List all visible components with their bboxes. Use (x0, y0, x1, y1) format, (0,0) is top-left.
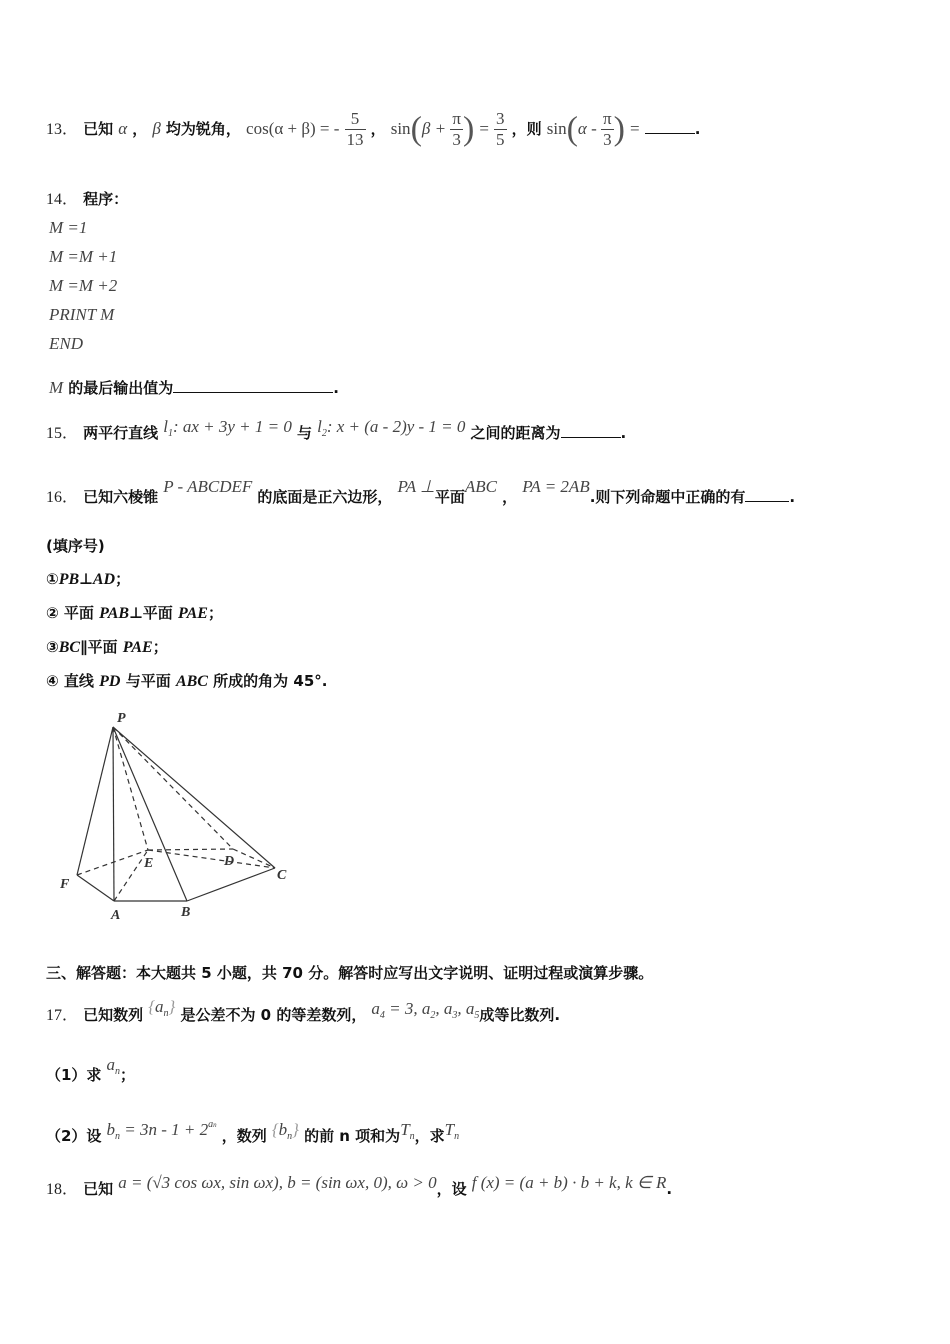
punctuation: ； (120, 1066, 136, 1084)
numerator: π (452, 109, 461, 128)
subscript: n (163, 1008, 169, 1019)
brace-left: { (148, 997, 156, 1016)
math-beta: β (152, 119, 161, 138)
paren-left: ( (410, 110, 422, 148)
vertex-label-E: E (144, 856, 154, 871)
option-item (46, 602, 223, 623)
question-14-prompt (49, 377, 339, 398)
math-function: f (x) = (a + b) · b + k, k ∈ R (471, 1173, 667, 1192)
edge-DC (233, 849, 275, 868)
question-text: 的底面是正六边形， (257, 488, 393, 506)
option-text: ； (152, 638, 168, 656)
question-text: 已知 (83, 120, 114, 138)
vertex-label-C: C (277, 868, 287, 883)
subscript: 2 (321, 428, 327, 439)
part-label: （1）求 (46, 1066, 102, 1084)
punctuation: ， (370, 120, 386, 138)
vertex-label-B: B (181, 905, 191, 920)
math-line-l2 (317, 417, 466, 439)
math-term (400, 1120, 415, 1142)
code-line: PRINT M (49, 305, 115, 324)
answer-blank (561, 437, 621, 438)
paren-right: ) (613, 110, 625, 148)
math-sin: sin (546, 119, 567, 138)
option-marker: ④ (46, 672, 59, 690)
math-fraction (494, 109, 507, 150)
edge-PA (113, 727, 114, 901)
edge-PC (113, 727, 275, 868)
equation: : x + (a - 2)y - 1 = 0 (326, 417, 466, 436)
question-text: 的前 n 项和为 (304, 1127, 401, 1145)
option-text: ⊥平面 (129, 604, 179, 622)
edge-PB (113, 727, 187, 901)
answer-blank (173, 392, 333, 393)
punctuation: ， (502, 488, 518, 506)
question-text: 与 (296, 424, 312, 442)
question-text: 程序： (83, 190, 129, 208)
punctuation: . (666, 1180, 673, 1198)
question-number: 13． (46, 121, 79, 138)
paren-right: ) (462, 110, 475, 148)
question-17-part-1 (46, 1050, 135, 1090)
paren-left: ( (566, 110, 578, 148)
answer-blank (645, 133, 695, 134)
code-line: M =M +2 (49, 276, 118, 295)
punctuation: . (620, 424, 627, 442)
math-fraction (450, 109, 463, 150)
option-math: PAE (122, 639, 153, 656)
question-number: 18． (46, 1181, 79, 1198)
option-text: ∥平面 (80, 638, 123, 656)
math-line-l1 (163, 417, 292, 439)
pyramid-figure (50, 705, 310, 930)
option-text: 平面 (58, 604, 100, 622)
option-text: ⊥ (79, 570, 93, 588)
question-13 (46, 104, 700, 154)
option-text: 直线 (58, 672, 100, 690)
symbol: b (278, 1120, 288, 1139)
punctuation: . (789, 488, 796, 506)
punctuation: . (694, 120, 701, 138)
symbol: T (444, 1120, 455, 1139)
code-line: M =1 (49, 218, 88, 237)
brace-left: { (271, 1120, 279, 1139)
question-text: 是公差不为 0 的等差数列， (180, 1006, 367, 1024)
option-marker: ② (46, 604, 59, 622)
question-14-heading (46, 186, 128, 209)
option-math: ABC (175, 673, 208, 690)
edge-FE (77, 850, 148, 875)
edge-ED (148, 849, 233, 850)
numerator: 5 (345, 109, 366, 130)
math-term: α - (577, 119, 602, 138)
term: , a (435, 999, 453, 1018)
math-alpha: α (118, 119, 128, 138)
subscript: n (213, 1121, 217, 1129)
edge-BC (187, 868, 275, 901)
option-marker: ① (46, 570, 59, 588)
math-perpendicular: PA ⊥ (397, 477, 435, 496)
edge-PE (113, 727, 148, 850)
denominator: 13 (346, 130, 364, 149)
subscript: 1 (167, 428, 173, 439)
math-cos-expression: cos(α + β) = - (246, 119, 340, 138)
question-text: ，设 (436, 1180, 467, 1198)
question-text: ，则 (511, 120, 542, 138)
brace-right: } (168, 997, 176, 1016)
expression: = 3n - 1 + 2 (120, 1120, 209, 1139)
option-marker: ③ (46, 638, 59, 656)
symbol: T (400, 1120, 410, 1139)
option-item (46, 670, 327, 691)
option-text: ； (115, 570, 131, 588)
math-condition (371, 999, 480, 1021)
subscript: n (115, 1066, 121, 1077)
symbol: a (208, 1119, 214, 1130)
denominator: 3 (452, 130, 461, 149)
subscript: n (409, 1131, 415, 1142)
option-math: AD (92, 571, 116, 588)
math-plane: ABC (464, 477, 497, 496)
question-17 (46, 992, 560, 1031)
section-heading: 三、解答题：本大题共 5 小题，共 70 分。解答时应写出文字说明、证明过程或演算步骤。 (46, 964, 654, 982)
question-number: 16． (46, 489, 79, 506)
edge-FA (77, 875, 114, 901)
symbol: a (371, 999, 380, 1018)
symbol: b (106, 1120, 116, 1139)
edge-PD (113, 727, 233, 849)
math-definition (106, 1119, 217, 1142)
question-text: ，求 (414, 1127, 445, 1145)
part-label: （2）设 (46, 1127, 102, 1145)
question-number: 17． (46, 1007, 79, 1024)
edge-EC (148, 850, 275, 868)
term: , a (457, 999, 475, 1018)
math-sequence (271, 1120, 299, 1142)
fill-hint: (填序号) (46, 537, 105, 555)
option-text: 与平面 (120, 672, 176, 690)
edge-AE (114, 850, 148, 901)
subscript: 2 (430, 1010, 436, 1021)
math-sin: sin (390, 119, 411, 138)
math-term: β + (421, 119, 451, 138)
question-16 (46, 470, 795, 515)
question-text: 均为锐角， (165, 120, 241, 138)
question-17-part-2 (46, 1110, 459, 1152)
code-line: END (49, 334, 83, 353)
symbol: l (317, 417, 322, 436)
edge-PF (77, 727, 113, 875)
question-text: 已知数列 (83, 1006, 144, 1024)
punctuation: . (333, 379, 339, 397)
equation: : ax + 3y + 1 = 0 (172, 417, 292, 436)
math-variable: M (49, 378, 64, 397)
question-text: 成等比数列. (479, 1006, 561, 1024)
question-text: 已知 (83, 1180, 114, 1198)
question-text: ，数列 (221, 1127, 267, 1145)
symbol: a (106, 1055, 116, 1074)
brace-right: } (292, 1120, 299, 1139)
question-text: .则下列命题中正确的有 (589, 488, 746, 506)
question-18 (46, 1168, 672, 1205)
subscript: 5 (474, 1010, 480, 1021)
vertex-label-P: P (117, 711, 126, 726)
term: = 3, a (384, 999, 431, 1018)
symbol: l (163, 417, 168, 436)
option-math: BC (58, 639, 81, 656)
subscript: n (115, 1131, 121, 1142)
subscript: 3 (452, 1010, 458, 1021)
denominator: 3 (603, 130, 612, 149)
numerator: π (603, 109, 612, 128)
denominator: 5 (496, 130, 505, 149)
subscript: 4 (379, 1010, 385, 1021)
option-math: PAE (178, 605, 208, 622)
symbol: a (155, 997, 164, 1016)
math-equation: PA = 2AB (522, 477, 590, 496)
option-math: PD (99, 673, 121, 690)
option-text: 所成的角为 45°. (207, 672, 328, 690)
option-item (46, 636, 168, 657)
question-text: 之间的距离为 (470, 424, 561, 442)
punctuation: ， (132, 120, 148, 138)
code-line: M =M +1 (49, 247, 118, 266)
equals: = (479, 119, 489, 138)
vertex-label-F: F (60, 877, 70, 892)
option-item (46, 568, 130, 589)
option-math: PAB (99, 605, 130, 622)
subscript: n (287, 1131, 293, 1142)
math-vectors: a = (√3 cos ωx, sin ωx), b = (sin ωx, 0), ω > 0 (118, 1173, 437, 1192)
vertex-label-A: A (111, 908, 121, 923)
equals: = (630, 119, 640, 138)
math-fraction (601, 109, 614, 150)
math-term (444, 1120, 460, 1142)
math-fraction (345, 109, 366, 150)
question-text: 平面 (434, 488, 465, 506)
math-pyramid: P - ABCDEF (163, 477, 253, 496)
question-text: 两平行直线 (83, 424, 159, 442)
subscript: n (454, 1131, 460, 1142)
question-number: 15． (46, 425, 79, 442)
exponent (208, 1119, 217, 1130)
math-term (106, 1055, 121, 1077)
answer-blank (745, 501, 789, 502)
question-number: 14． (46, 191, 79, 208)
question-text: 的最后输出值为 (68, 379, 174, 397)
vertex-label-D: D (224, 854, 235, 869)
option-text: ； (207, 604, 223, 622)
math-sequence (148, 997, 176, 1019)
question-15 (46, 412, 626, 449)
numerator: 3 (496, 109, 505, 128)
question-text: 已知六棱锥 (83, 488, 159, 506)
option-math: PB (58, 571, 80, 588)
